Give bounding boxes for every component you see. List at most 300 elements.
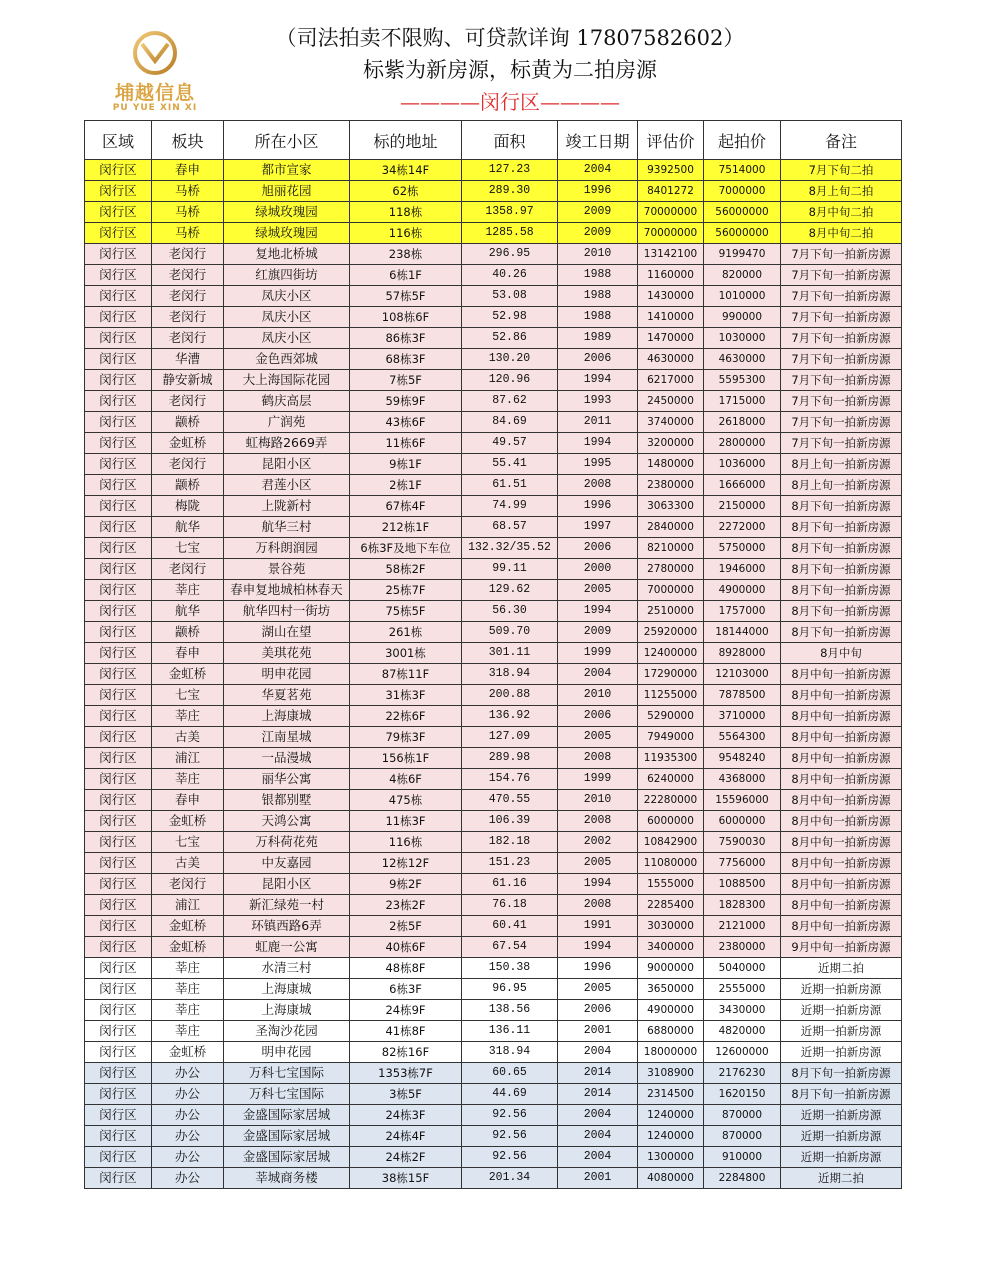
cell-address: 2栋1F	[350, 475, 462, 496]
cell-completion-year: 2004	[558, 664, 638, 685]
cell-address: 6栋3F及地下车位	[350, 538, 462, 559]
cell-district: 闵行区	[85, 1105, 152, 1126]
cell-address: 116栋	[350, 832, 462, 853]
cell-block: 莘庄	[152, 769, 224, 790]
cell-remarks: 7月下旬二拍	[781, 160, 902, 181]
cell-appraised-price: 9392500	[638, 160, 704, 181]
cell-area: 151.23	[462, 853, 558, 874]
cell-starting-price: 3710000	[704, 706, 781, 727]
cell-remarks: 近期二拍	[781, 958, 902, 979]
cell-area: 318.94	[462, 664, 558, 685]
cell-address: 4栋6F	[350, 769, 462, 790]
cell-starting-price: 56000000	[704, 223, 781, 244]
cell-address: 86栋3F	[350, 328, 462, 349]
cell-district: 闵行区	[85, 706, 152, 727]
cell-area: 509.70	[462, 622, 558, 643]
cell-area: 154.76	[462, 769, 558, 790]
cell-appraised-price: 11080000	[638, 853, 704, 874]
column-header-appraised-price: 评估价	[638, 121, 704, 160]
cell-community: 君莲小区	[224, 475, 350, 496]
cell-appraised-price: 2285400	[638, 895, 704, 916]
cell-address: 108栋6F	[350, 307, 462, 328]
table-body	[85, 160, 902, 1189]
cell-area: 136.11	[462, 1021, 558, 1042]
cell-completion-year: 2009	[558, 223, 638, 244]
table-row	[85, 937, 902, 958]
cell-completion-year: 2004	[558, 1147, 638, 1168]
cell-address: 11栋6F	[350, 433, 462, 454]
cell-block: 静安新城	[152, 370, 224, 391]
cell-remarks: 7月下旬一拍新房源	[781, 307, 902, 328]
cell-address: 25栋7F	[350, 580, 462, 601]
cell-completion-year: 2004	[558, 1105, 638, 1126]
table-row	[85, 1042, 902, 1063]
color-legend-note: 标紫为新房源，标黄为二拍房源	[363, 58, 657, 82]
district-title: ————闵行区————	[400, 90, 620, 114]
cell-district: 闵行区	[85, 622, 152, 643]
cell-community: 金盛国际家居城	[224, 1105, 350, 1126]
cell-completion-year: 1994	[558, 874, 638, 895]
cell-remarks: 7月下旬一拍新房源	[781, 433, 902, 454]
cell-completion-year: 2009	[558, 202, 638, 223]
cell-block: 金虹桥	[152, 937, 224, 958]
cell-area: 92.56	[462, 1126, 558, 1147]
cell-appraised-price: 2314500	[638, 1084, 704, 1105]
cell-area: 61.51	[462, 475, 558, 496]
cell-remarks: 近期一拍新房源	[781, 979, 902, 1000]
cell-community: 广润苑	[224, 412, 350, 433]
cell-remarks: 8月下旬一拍新房源	[781, 622, 902, 643]
cell-appraised-price: 6217000	[638, 370, 704, 391]
cell-completion-year: 2011	[558, 412, 638, 433]
cell-community: 银都别墅	[224, 790, 350, 811]
cell-address: 40栋6F	[350, 937, 462, 958]
cell-starting-price: 1757000	[704, 601, 781, 622]
logo-name-cn: 埔越信息	[114, 82, 195, 104]
table-row	[85, 643, 902, 664]
cell-community: 绿城玫瑰园	[224, 223, 350, 244]
cell-remarks: 8月中旬二拍	[781, 202, 902, 223]
cell-starting-price: 4630000	[704, 349, 781, 370]
cell-remarks: 8月中旬一拍新房源	[781, 685, 902, 706]
cell-area: 44.69	[462, 1084, 558, 1105]
cell-community: 一品漫城	[224, 748, 350, 769]
cell-block: 老闵行	[152, 265, 224, 286]
cell-area: 56.30	[462, 601, 558, 622]
cell-area: 52.98	[462, 307, 558, 328]
table-row	[85, 664, 902, 685]
cell-block: 古美	[152, 727, 224, 748]
cell-remarks: 8月中旬一拍新房源	[781, 874, 902, 895]
cell-address: 156栋1F	[350, 748, 462, 769]
cell-area: 127.23	[462, 160, 558, 181]
column-header-community: 所在小区	[224, 121, 350, 160]
cell-community: 水清三村	[224, 958, 350, 979]
cell-area: 40.26	[462, 265, 558, 286]
cell-appraised-price: 4630000	[638, 349, 704, 370]
cell-district: 闵行区	[85, 391, 152, 412]
cell-remarks: 8月中旬一拍新房源	[781, 664, 902, 685]
cell-district: 闵行区	[85, 1063, 152, 1084]
cell-block: 七宝	[152, 538, 224, 559]
cell-completion-year: 2004	[558, 1042, 638, 1063]
cell-address: 23栋2F	[350, 895, 462, 916]
cell-starting-price: 5564300	[704, 727, 781, 748]
table-row	[85, 286, 902, 307]
cell-area: 289.30	[462, 181, 558, 202]
cell-completion-year: 1994	[558, 601, 638, 622]
table-row	[85, 853, 902, 874]
cell-district: 闵行区	[85, 370, 152, 391]
cell-block: 金虹桥	[152, 916, 224, 937]
cell-address: 24栋4F	[350, 1126, 462, 1147]
cell-address: 238栋	[350, 244, 462, 265]
cell-appraised-price: 1240000	[638, 1126, 704, 1147]
cell-block: 老闵行	[152, 391, 224, 412]
cell-starting-price: 56000000	[704, 202, 781, 223]
cell-address: 3001栋	[350, 643, 462, 664]
cell-completion-year: 2001	[558, 1021, 638, 1042]
cell-block: 浦江	[152, 748, 224, 769]
cell-remarks: 8月上旬一拍新房源	[781, 454, 902, 475]
cell-remarks: 9月中旬一拍新房源	[781, 937, 902, 958]
cell-completion-year: 2010	[558, 790, 638, 811]
table-row	[85, 1126, 902, 1147]
cell-district: 闵行区	[85, 874, 152, 895]
cell-district: 闵行区	[85, 1042, 152, 1063]
cell-area: 67.54	[462, 937, 558, 958]
cell-completion-year: 2009	[558, 622, 638, 643]
cell-address: 57栋5F	[350, 286, 462, 307]
table-row	[85, 790, 902, 811]
cell-remarks: 8月中旬二拍	[781, 223, 902, 244]
cell-completion-year: 1994	[558, 433, 638, 454]
cell-address: 2栋5F	[350, 916, 462, 937]
cell-starting-price: 7514000	[704, 160, 781, 181]
cell-completion-year: 1997	[558, 517, 638, 538]
cell-completion-year: 2006	[558, 349, 638, 370]
cell-address: 87栋11F	[350, 664, 462, 685]
cell-starting-price: 6000000	[704, 811, 781, 832]
cell-starting-price: 1666000	[704, 475, 781, 496]
table-row	[85, 727, 902, 748]
cell-starting-price: 12600000	[704, 1042, 781, 1063]
contact-note: （司法拍卖不限购、可贷款详询 17807582602）	[275, 26, 745, 50]
cell-remarks: 8月中旬一拍新房源	[781, 853, 902, 874]
cell-starting-price: 2800000	[704, 433, 781, 454]
cell-remarks: 8月中旬一拍新房源	[781, 895, 902, 916]
cell-starting-price: 9199470	[704, 244, 781, 265]
cell-remarks: 8月中旬一拍新房源	[781, 916, 902, 937]
cell-remarks: 近期一拍新房源	[781, 1042, 902, 1063]
cell-area: 55.41	[462, 454, 558, 475]
cell-completion-year: 2008	[558, 475, 638, 496]
cell-community: 大上海国际花园	[224, 370, 350, 391]
table-row	[85, 328, 902, 349]
cell-appraised-price: 25920000	[638, 622, 704, 643]
cell-block: 莘庄	[152, 706, 224, 727]
cell-community: 华夏茗苑	[224, 685, 350, 706]
cell-area: 132.32/35.52	[462, 538, 558, 559]
cell-starting-price: 1828300	[704, 895, 781, 916]
cell-community: 鹤庆高层	[224, 391, 350, 412]
cell-appraised-price: 3740000	[638, 412, 704, 433]
cell-starting-price: 5595300	[704, 370, 781, 391]
cell-area: 106.39	[462, 811, 558, 832]
table-row	[85, 559, 902, 580]
cell-community: 环镇西路6弄	[224, 916, 350, 937]
cell-district: 闵行区	[85, 685, 152, 706]
cell-block: 春申	[152, 643, 224, 664]
cell-starting-price: 2284800	[704, 1168, 781, 1189]
cell-appraised-price: 2450000	[638, 391, 704, 412]
cell-address: 9栋1F	[350, 454, 462, 475]
cell-community: 上陇新村	[224, 496, 350, 517]
cell-community: 明申花园	[224, 664, 350, 685]
cell-block: 马桥	[152, 202, 224, 223]
cell-district: 闵行区	[85, 181, 152, 202]
cell-block: 办公	[152, 1147, 224, 1168]
cell-appraised-price: 12400000	[638, 643, 704, 664]
cell-district: 闵行区	[85, 517, 152, 538]
cell-remarks: 7月下旬一拍新房源	[781, 370, 902, 391]
cell-address: 22栋6F	[350, 706, 462, 727]
table-row	[85, 412, 902, 433]
cell-completion-year: 2005	[558, 979, 638, 1000]
cell-appraised-price: 3063300	[638, 496, 704, 517]
cell-community: 凤庆小区	[224, 286, 350, 307]
table-row	[85, 496, 902, 517]
cell-remarks: 近期一拍新房源	[781, 1126, 902, 1147]
cell-appraised-price: 11255000	[638, 685, 704, 706]
cell-remarks: 7月下旬一拍新房源	[781, 244, 902, 265]
cell-address: 3栋5F	[350, 1084, 462, 1105]
cell-appraised-price: 7949000	[638, 727, 704, 748]
cell-remarks: 8月中旬一拍新房源	[781, 832, 902, 853]
cell-area: 301.11	[462, 643, 558, 664]
cell-starting-price: 7000000	[704, 181, 781, 202]
cell-completion-year: 2006	[558, 706, 638, 727]
cell-community: 虹梅路2669弄	[224, 433, 350, 454]
cell-block: 莘庄	[152, 580, 224, 601]
cell-starting-price: 2272000	[704, 517, 781, 538]
cell-completion-year: 2005	[558, 580, 638, 601]
cell-block: 颛桥	[152, 412, 224, 433]
cell-starting-price: 4368000	[704, 769, 781, 790]
cell-community: 都市宣家	[224, 160, 350, 181]
cell-remarks: 7月下旬一拍新房源	[781, 412, 902, 433]
cell-appraised-price: 2380000	[638, 475, 704, 496]
cell-remarks: 8月中旬一拍新房源	[781, 769, 902, 790]
cell-district: 闵行区	[85, 643, 152, 664]
cell-completion-year: 1988	[558, 265, 638, 286]
cell-community: 金盛国际家居城	[224, 1126, 350, 1147]
cell-community: 万科朗润园	[224, 538, 350, 559]
column-header-completion-year: 竣工日期	[558, 121, 638, 160]
table-row	[85, 769, 902, 790]
cell-remarks: 8月上旬二拍	[781, 181, 902, 202]
cell-block: 老闵行	[152, 328, 224, 349]
cell-area: 60.41	[462, 916, 558, 937]
cell-address: 62栋	[350, 181, 462, 202]
cell-completion-year: 1988	[558, 286, 638, 307]
cell-block: 办公	[152, 1063, 224, 1084]
cell-address: 82栋16F	[350, 1042, 462, 1063]
cell-block: 马桥	[152, 181, 224, 202]
cell-starting-price: 4900000	[704, 580, 781, 601]
cell-district: 闵行区	[85, 475, 152, 496]
cell-starting-price: 8928000	[704, 643, 781, 664]
cell-appraised-price: 13142100	[638, 244, 704, 265]
cell-completion-year: 1994	[558, 937, 638, 958]
cell-area: 470.55	[462, 790, 558, 811]
table-row	[85, 202, 902, 223]
table-row	[85, 517, 902, 538]
cell-completion-year: 2005	[558, 853, 638, 874]
cell-address: 67栋4F	[350, 496, 462, 517]
cell-district: 闵行区	[85, 202, 152, 223]
cell-starting-price: 1030000	[704, 328, 781, 349]
cell-completion-year: 1991	[558, 916, 638, 937]
cell-community: 上海康城	[224, 979, 350, 1000]
cell-appraised-price: 3108900	[638, 1063, 704, 1084]
cell-district: 闵行区	[85, 496, 152, 517]
cell-appraised-price: 1300000	[638, 1147, 704, 1168]
cell-address: 24栋3F	[350, 1105, 462, 1126]
table-row	[85, 979, 902, 1000]
table-row	[85, 601, 902, 622]
cell-appraised-price: 10842900	[638, 832, 704, 853]
logo-name-en: PU YUE XIN XI	[112, 103, 198, 113]
cell-starting-price: 7756000	[704, 853, 781, 874]
cell-starting-price: 5750000	[704, 538, 781, 559]
cell-community: 昆阳小区	[224, 874, 350, 895]
cell-address: 59栋9F	[350, 391, 462, 412]
cell-address: 75栋5F	[350, 601, 462, 622]
cell-address: 34栋14F	[350, 160, 462, 181]
cell-remarks: 8月下旬一拍新房源	[781, 496, 902, 517]
cell-district: 闵行区	[85, 832, 152, 853]
cell-appraised-price: 70000000	[638, 202, 704, 223]
cell-district: 闵行区	[85, 559, 152, 580]
cell-block: 航华	[152, 601, 224, 622]
cell-remarks: 8月中旬一拍新房源	[781, 748, 902, 769]
cell-block: 莘庄	[152, 1000, 224, 1021]
cell-completion-year: 1999	[558, 643, 638, 664]
cell-district: 闵行区	[85, 601, 152, 622]
cell-address: 12栋12F	[350, 853, 462, 874]
cell-address: 116栋	[350, 223, 462, 244]
cell-address: 475栋	[350, 790, 462, 811]
cell-remarks: 8月上旬一拍新房源	[781, 475, 902, 496]
table-row	[85, 307, 902, 328]
cell-community: 春申复地城柏林春天	[224, 580, 350, 601]
cell-address: 24栋9F	[350, 1000, 462, 1021]
table-row	[85, 1168, 902, 1189]
cell-district: 闵行区	[85, 328, 152, 349]
cell-appraised-price: 3200000	[638, 433, 704, 454]
cell-district: 闵行区	[85, 244, 152, 265]
logo-emblem-icon	[125, 30, 185, 76]
cell-area: 127.09	[462, 727, 558, 748]
cell-area: 92.56	[462, 1147, 558, 1168]
cell-community: 美琪花苑	[224, 643, 350, 664]
cell-appraised-price: 6240000	[638, 769, 704, 790]
cell-area: 60.65	[462, 1063, 558, 1084]
cell-remarks: 8月中旬	[781, 643, 902, 664]
table-row	[85, 706, 902, 727]
cell-area: 61.16	[462, 874, 558, 895]
cell-starting-price: 3430000	[704, 1000, 781, 1021]
cell-district: 闵行区	[85, 1000, 152, 1021]
cell-district: 闵行区	[85, 265, 152, 286]
cell-district: 闵行区	[85, 748, 152, 769]
cell-district: 闵行区	[85, 412, 152, 433]
cell-district: 闵行区	[85, 307, 152, 328]
table-row	[85, 370, 902, 391]
cell-remarks: 8月中旬一拍新房源	[781, 706, 902, 727]
cell-district: 闵行区	[85, 916, 152, 937]
cell-completion-year: 2006	[558, 1000, 638, 1021]
cell-area: 289.98	[462, 748, 558, 769]
cell-district: 闵行区	[85, 349, 152, 370]
cell-district: 闵行区	[85, 1168, 152, 1189]
cell-district: 闵行区	[85, 1147, 152, 1168]
cell-address: 41栋8F	[350, 1021, 462, 1042]
cell-completion-year: 2014	[558, 1084, 638, 1105]
cell-address: 9栋2F	[350, 874, 462, 895]
cell-address: 48栋8F	[350, 958, 462, 979]
cell-address: 43栋6F	[350, 412, 462, 433]
cell-community: 江南星城	[224, 727, 350, 748]
cell-district: 闵行区	[85, 1126, 152, 1147]
cell-completion-year: 2008	[558, 748, 638, 769]
cell-starting-price: 2150000	[704, 496, 781, 517]
cell-district: 闵行区	[85, 160, 152, 181]
cell-area: 200.88	[462, 685, 558, 706]
cell-starting-price: 15596000	[704, 790, 781, 811]
cell-completion-year: 1996	[558, 958, 638, 979]
cell-district: 闵行区	[85, 433, 152, 454]
cell-area: 99.11	[462, 559, 558, 580]
cell-remarks: 近期一拍新房源	[781, 1147, 902, 1168]
cell-block: 浦江	[152, 895, 224, 916]
cell-completion-year: 2004	[558, 1126, 638, 1147]
cell-appraised-price: 3650000	[638, 979, 704, 1000]
cell-starting-price: 7878500	[704, 685, 781, 706]
cell-appraised-price: 8210000	[638, 538, 704, 559]
cell-community: 凤庆小区	[224, 307, 350, 328]
table-row	[85, 895, 902, 916]
cell-community: 景谷苑	[224, 559, 350, 580]
cell-appraised-price: 1410000	[638, 307, 704, 328]
cell-block: 金虹桥	[152, 1042, 224, 1063]
cell-address: 58栋2F	[350, 559, 462, 580]
cell-block: 金虹桥	[152, 433, 224, 454]
cell-completion-year: 1993	[558, 391, 638, 412]
cell-completion-year: 1989	[558, 328, 638, 349]
cell-district: 闵行区	[85, 580, 152, 601]
cell-area: 318.94	[462, 1042, 558, 1063]
table-row	[85, 1105, 902, 1126]
cell-area: 92.56	[462, 1105, 558, 1126]
cell-block: 华漕	[152, 349, 224, 370]
cell-appraised-price: 5290000	[638, 706, 704, 727]
cell-starting-price: 870000	[704, 1105, 781, 1126]
cell-address: 79栋3F	[350, 727, 462, 748]
cell-remarks: 8月中旬一拍新房源	[781, 790, 902, 811]
cell-block: 颛桥	[152, 475, 224, 496]
